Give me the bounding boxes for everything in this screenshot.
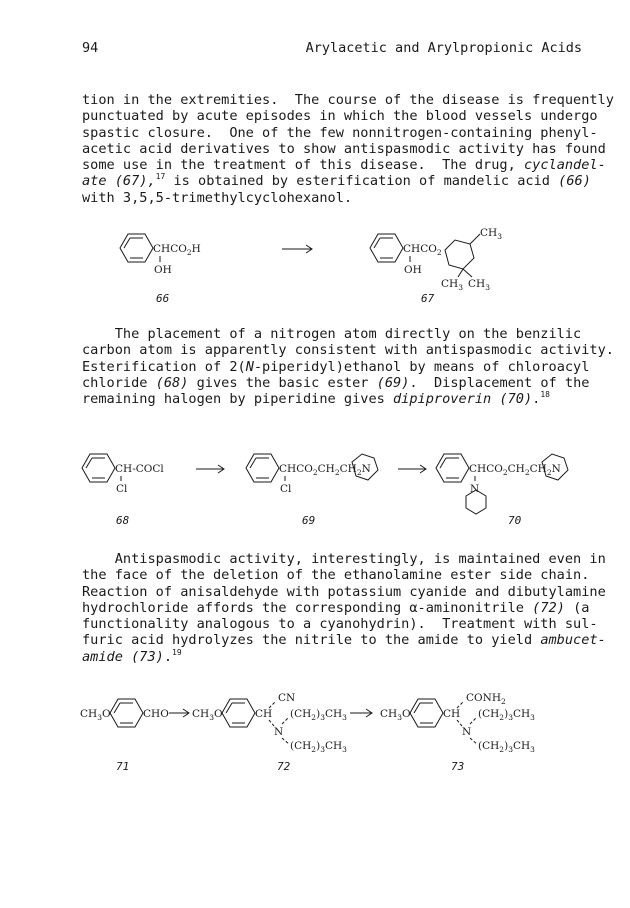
- benzene-ring-66: [120, 234, 153, 262]
- benzene-ring-67: [370, 234, 403, 262]
- reaction-arrow: [350, 709, 372, 717]
- text-line: hydrochloride affords the corresponding α-aminonitrile (72) (a: [82, 599, 590, 616]
- page-number: 94: [82, 40, 99, 56]
- compound-number-70: 70: [508, 514, 522, 527]
- text-line: punctuated by acute episodes in which the blood vessels undergo: [82, 108, 598, 125]
- text-line: with 3,5,5-trimethylcyclohexanol.: [82, 189, 353, 206]
- methyl-group: $CH_3$: [441, 278, 463, 292]
- amide-73: $CONH_2$: [466, 692, 506, 706]
- text-line: acetic acid derivatives to show antispasmodic activity has found: [82, 140, 606, 157]
- methoxy-71: $CH_3O$: [80, 708, 111, 722]
- benzene-ring-73: [410, 699, 443, 727]
- methyl-group: $CH_3$: [480, 227, 502, 241]
- methine-73: CH: [443, 708, 461, 720]
- compound-number-71: 71: [116, 760, 130, 773]
- benzene-ring-70: [436, 454, 469, 482]
- drug-name: dipiproverin (70): [393, 391, 533, 408]
- compound-number-68: 68: [116, 514, 130, 527]
- drug-name: ambucet-: [540, 632, 606, 649]
- compound-number-67: 67: [421, 292, 435, 305]
- nitrogen-72: N: [274, 726, 284, 738]
- formula-67: $CHCO_2$: [403, 243, 442, 257]
- benzene-ring-71: [110, 699, 143, 727]
- text-line: ate (67),$^{17}$ is obtained by esterification of mandelic acid (66): [82, 172, 591, 190]
- compound-number-69: 69: [302, 514, 316, 527]
- nitrogen-73: N: [462, 726, 472, 738]
- benzene-ring-68: [82, 454, 115, 482]
- text-line: amide (73).$^{19}$: [82, 647, 182, 665]
- reaction-arrow: [169, 709, 189, 717]
- paragraph-1: [82, 92, 614, 206]
- compound-ref: (66): [558, 173, 591, 190]
- citation-ref: 17: [155, 172, 166, 182]
- text-line: chloride (68) gives the basic ester (69). Displacement of the: [82, 374, 590, 391]
- text-line: Esterification of 2(N-piperidyl)ethanol by means of chloroacyl: [82, 358, 590, 375]
- reaction-scheme-3: [0, 680, 630, 776]
- paragraph-2: [82, 326, 614, 408]
- cyclohexane-ring-67: [445, 234, 480, 277]
- hydroxyl-66: OH: [154, 264, 172, 276]
- chlorine-69: Cl: [280, 483, 292, 495]
- text-line: The placement of a nitrogen atom directly on the benzilic: [82, 326, 582, 342]
- text-line: functionality analogous to a cyanohydrin). Treatment with sul-: [82, 616, 598, 633]
- formula-68: CH-COCl: [115, 463, 164, 475]
- compound-number-72: 72: [277, 760, 291, 773]
- reaction-arrow: [196, 465, 224, 473]
- text-line: carbon atom is apparently consistent with antispasmodic activity.: [82, 342, 614, 359]
- text-line: some use in the treatment of this disease. The drug, cyclandel-: [82, 157, 606, 174]
- drug-name: ate (67),: [82, 173, 156, 190]
- reaction-scheme-2: [0, 440, 630, 532]
- compound-number-73: 73: [451, 760, 465, 773]
- text-line: the face of the deletion of the ethanolamine ester side chain.: [82, 567, 590, 584]
- citation-ref: 19: [172, 647, 182, 657]
- text-line: Antispasmodic activity, interestingly, is maintained even in: [82, 551, 606, 567]
- formula-69: $CHCO_2CH_2CH_2N$: [279, 463, 371, 477]
- reaction-arrow: [398, 465, 426, 473]
- butyl-72: $(CH_2)_3CH_3$: [290, 708, 347, 722]
- reaction-arrow: [282, 245, 312, 253]
- text-line: tion in the extremities. The course of the disease is frequently: [82, 92, 614, 108]
- text-line: furic acid hydrolyzes the nitrile to the amide to yield ambucet-: [82, 632, 606, 649]
- butyl-72: $(CH_2)_3CH_3$: [290, 740, 347, 754]
- running-title: Arylacetic and Arylpropionic Acids: [305, 40, 582, 56]
- methoxy-72: $CH_3O$: [192, 708, 223, 722]
- benzene-ring-72: [222, 699, 255, 727]
- text-line: spastic closure. One of the few nonnitrogen-containing phenyl-: [82, 124, 598, 141]
- hydroxyl-67: OH: [404, 264, 422, 276]
- compound-ref: (68): [155, 374, 189, 391]
- paragraph-3: [82, 551, 606, 665]
- piperidine-nitrogen-70: N: [470, 483, 480, 495]
- drug-name: amide (73): [82, 648, 164, 665]
- compound-number-66: 66: [156, 292, 170, 305]
- text-line: Reaction of anisaldehyde with potassium cyanide and dibutylamine: [82, 583, 606, 600]
- text-line: remaining halogen by piperidine gives dipiproverin (70).$^{18}$: [82, 390, 550, 408]
- drug-name: cyclandel-: [523, 157, 606, 174]
- compound-ref: (72): [532, 599, 565, 616]
- butyl-73: $(CH_2)_3CH_3$: [478, 740, 535, 754]
- methyl-group: $CH_3$: [468, 278, 490, 292]
- formula-70: $CHCO_2CH_2CH_2N$: [469, 463, 561, 477]
- nitrile-72: CN: [278, 692, 296, 704]
- butyl-73: $(CH_2)_3CH_3$: [478, 708, 535, 722]
- formula-66: $CHCO_2H$: [153, 243, 201, 257]
- methine-72: CH: [255, 708, 273, 720]
- methoxy-73: $CH_3O$: [380, 708, 411, 722]
- benzene-ring-69: [246, 454, 279, 482]
- chlorine-68: Cl: [116, 483, 128, 495]
- compound-ref: (69): [376, 374, 410, 391]
- reaction-scheme-1: [0, 214, 630, 310]
- citation-ref: 18: [540, 390, 550, 400]
- aldehyde-71: CHO: [143, 708, 169, 720]
- running-header: [82, 40, 582, 60]
